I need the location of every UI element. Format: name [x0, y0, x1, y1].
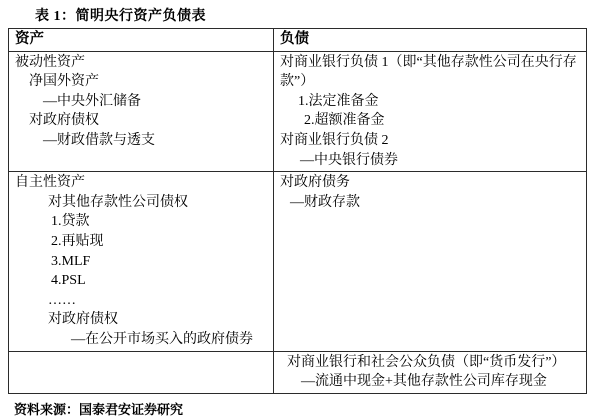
liabilities-column-header: 负债 — [274, 29, 587, 52]
asset-line: 2.再贴现 — [51, 233, 104, 249]
data-source-note: 资料来源：国泰君安证券研究 — [14, 401, 184, 417]
liabilities-cell-row2 — [274, 172, 587, 351]
table-row-currency-issuance — [9, 351, 587, 393]
liability-line: —流通中现金+其他存款性公司库存现金 — [301, 374, 547, 390]
asset-line: 4.PSL — [51, 273, 86, 289]
assets-cell-row2 — [9, 172, 274, 351]
asset-line: 对政府债权 — [48, 312, 118, 328]
liability-line: 对商业银行和社会公众负债（即“货币发行”） — [287, 354, 566, 370]
liability-line: 对政府债务 — [280, 175, 350, 191]
table-row-autonomous-assets — [9, 172, 587, 351]
liability-line: 1.法定准备金 — [298, 93, 379, 109]
asset-line: 自主性资产 — [15, 175, 85, 191]
table-title: 表 1：简明央行资产负债表 — [35, 9, 206, 24]
liability-line: —中央银行债券 — [300, 152, 398, 168]
asset-line: —财政借款与透支 — [43, 132, 155, 148]
assets-cell-row1 — [9, 51, 274, 172]
liabilities-cell-row3 — [274, 351, 587, 393]
assets-cell-row3-empty — [9, 351, 274, 393]
asset-line: 1.贷款 — [51, 214, 90, 230]
liability-line: —财政存款 — [290, 194, 360, 210]
asset-line: 被动性资产 — [15, 54, 85, 70]
asset-line: 净国外资产 — [29, 74, 99, 90]
balance-sheet-table — [8, 28, 587, 394]
asset-line: 对其他存款性公司债权 — [48, 194, 188, 210]
table-row-passive-assets — [9, 51, 587, 172]
asset-line: 对政府债权 — [29, 113, 99, 129]
liabilities-cell-row1 — [274, 51, 587, 172]
asset-line: —中央外汇储备 — [43, 93, 141, 109]
liability-line: 2.超额准备金 — [304, 113, 385, 129]
liability-line: 对商业银行负债 2 — [280, 132, 389, 148]
asset-line: —在公开市场买入的政府债券 — [71, 331, 253, 347]
asset-line: …… — [48, 292, 76, 308]
assets-column-header: 资产 — [9, 29, 274, 52]
liability-line: 对商业银行负债 1（即“其他存款性公司在央行存款”） — [280, 54, 577, 90]
asset-line: 3.MLF — [51, 253, 91, 269]
header-row — [9, 29, 587, 52]
